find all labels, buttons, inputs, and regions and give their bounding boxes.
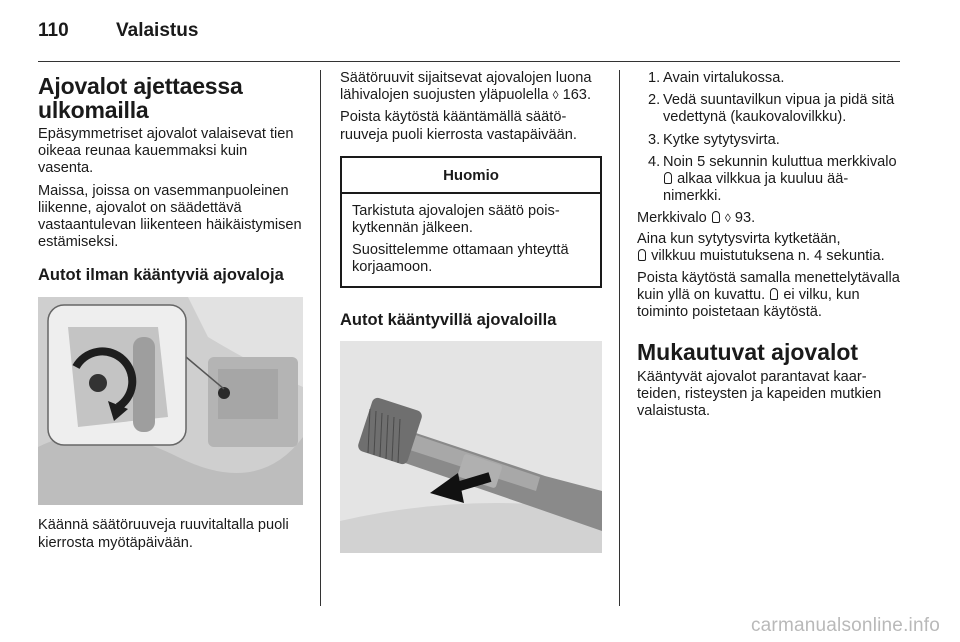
- subheading-no-adaptive: Autot ilman kääntyviä ajovaloja: [38, 266, 284, 285]
- column-1: [38, 70, 303, 552]
- page-header: [38, 20, 198, 46]
- headlamp-screw-figure: [38, 297, 303, 505]
- steps-list: [637, 70, 901, 205]
- watermark: carmanualsonline.info: [750, 615, 940, 636]
- paragraph: Poista käytöstä samalla menettelytävalla kuin yllä on kuvattu. ei vilku, kun toiminto poistetaan käytöstä.: [637, 270, 900, 321]
- paragraph: Tarkistuta ajovalojen säätö poiskytkennän jälkeen.: [352, 202, 560, 237]
- paragraph: Epäsymmetriset ajovalot valaisevat tien oikeaa reunaa kauemmaksi kuin vasenta.: [38, 126, 294, 177]
- paragraph: Aina kun sytytysvirta kytketään, vilkkuu muistutuksena n. 4 sekuntia.: [637, 230, 885, 264]
- header-rule: [38, 61, 900, 62]
- paragraph: Suosittelemme ottamaan yhteyttä korjaamoon.: [352, 242, 569, 276]
- paragraph: Säätöruuvit sijaitsevat ajovalojen luona lähivalojen suojusten yläpuolella ◊ 163.: [340, 70, 592, 104]
- paragraph: Merkkivalo ◊ 93.: [637, 210, 756, 227]
- indicator-lamp-icon: [712, 211, 720, 223]
- subheading-adaptive: Autot kääntyvillä ajovaloilla: [340, 310, 557, 329]
- heading-adaptive-headlights: Mukautuvat ajovalot: [637, 338, 859, 365]
- page-ref-icon: ◊: [724, 211, 731, 226]
- column-3: [637, 70, 901, 420]
- heading-abroad: Ajovalot ajettaessa ulkomailla: [38, 73, 243, 123]
- indicator-lamp-icon: [664, 172, 672, 184]
- column-2: [340, 70, 602, 553]
- column-divider: [320, 70, 321, 606]
- turn-signal-lever-figure: [340, 341, 602, 553]
- list-item: 4. Noin 5 sekunnin kuluttua merkkivalo alkaa vilkkua ja kuuluu äänimerkki.: [648, 153, 897, 205]
- page-number: 110: [38, 20, 69, 41]
- notice-title: Huomio: [342, 158, 600, 194]
- notice-box: [340, 156, 602, 288]
- paragraph: Kääntyvät ajovalot parantavat kaarteiden, risteysten ja kapeiden mutkien valaistusta.: [637, 368, 882, 420]
- indicator-lamp-icon: [638, 249, 646, 261]
- list-item: 2. Vedä suuntavilkun vipua ja pidä sitä vedettynä (kaukovalovilkku).: [648, 92, 895, 126]
- paragraph: Poista käytöstä kääntämällä säätöruuveja puoli kierrosta vastapäivään.: [340, 109, 577, 143]
- notice-body: [342, 194, 600, 286]
- section-title: Valaistus: [116, 20, 199, 41]
- list-item: 3. Kytke sytytysvirta.: [648, 131, 780, 148]
- indicator-lamp-icon: [770, 288, 778, 300]
- page-ref-icon: ◊: [552, 88, 559, 103]
- figure-caption: Käännä säätöruuveja ruuvitaltalla puoli kierrosta myötäpäivään.: [38, 517, 289, 551]
- paragraph: Maissa, joissa on vasemmanpuoleinen liikenne, ajovalot on säädettävä vastaantulevan liikenteen häikäistymisen estämiseksi.: [38, 182, 302, 251]
- column-divider: [619, 70, 620, 606]
- list-item: 1. Avain virtalukossa.: [648, 70, 785, 86]
